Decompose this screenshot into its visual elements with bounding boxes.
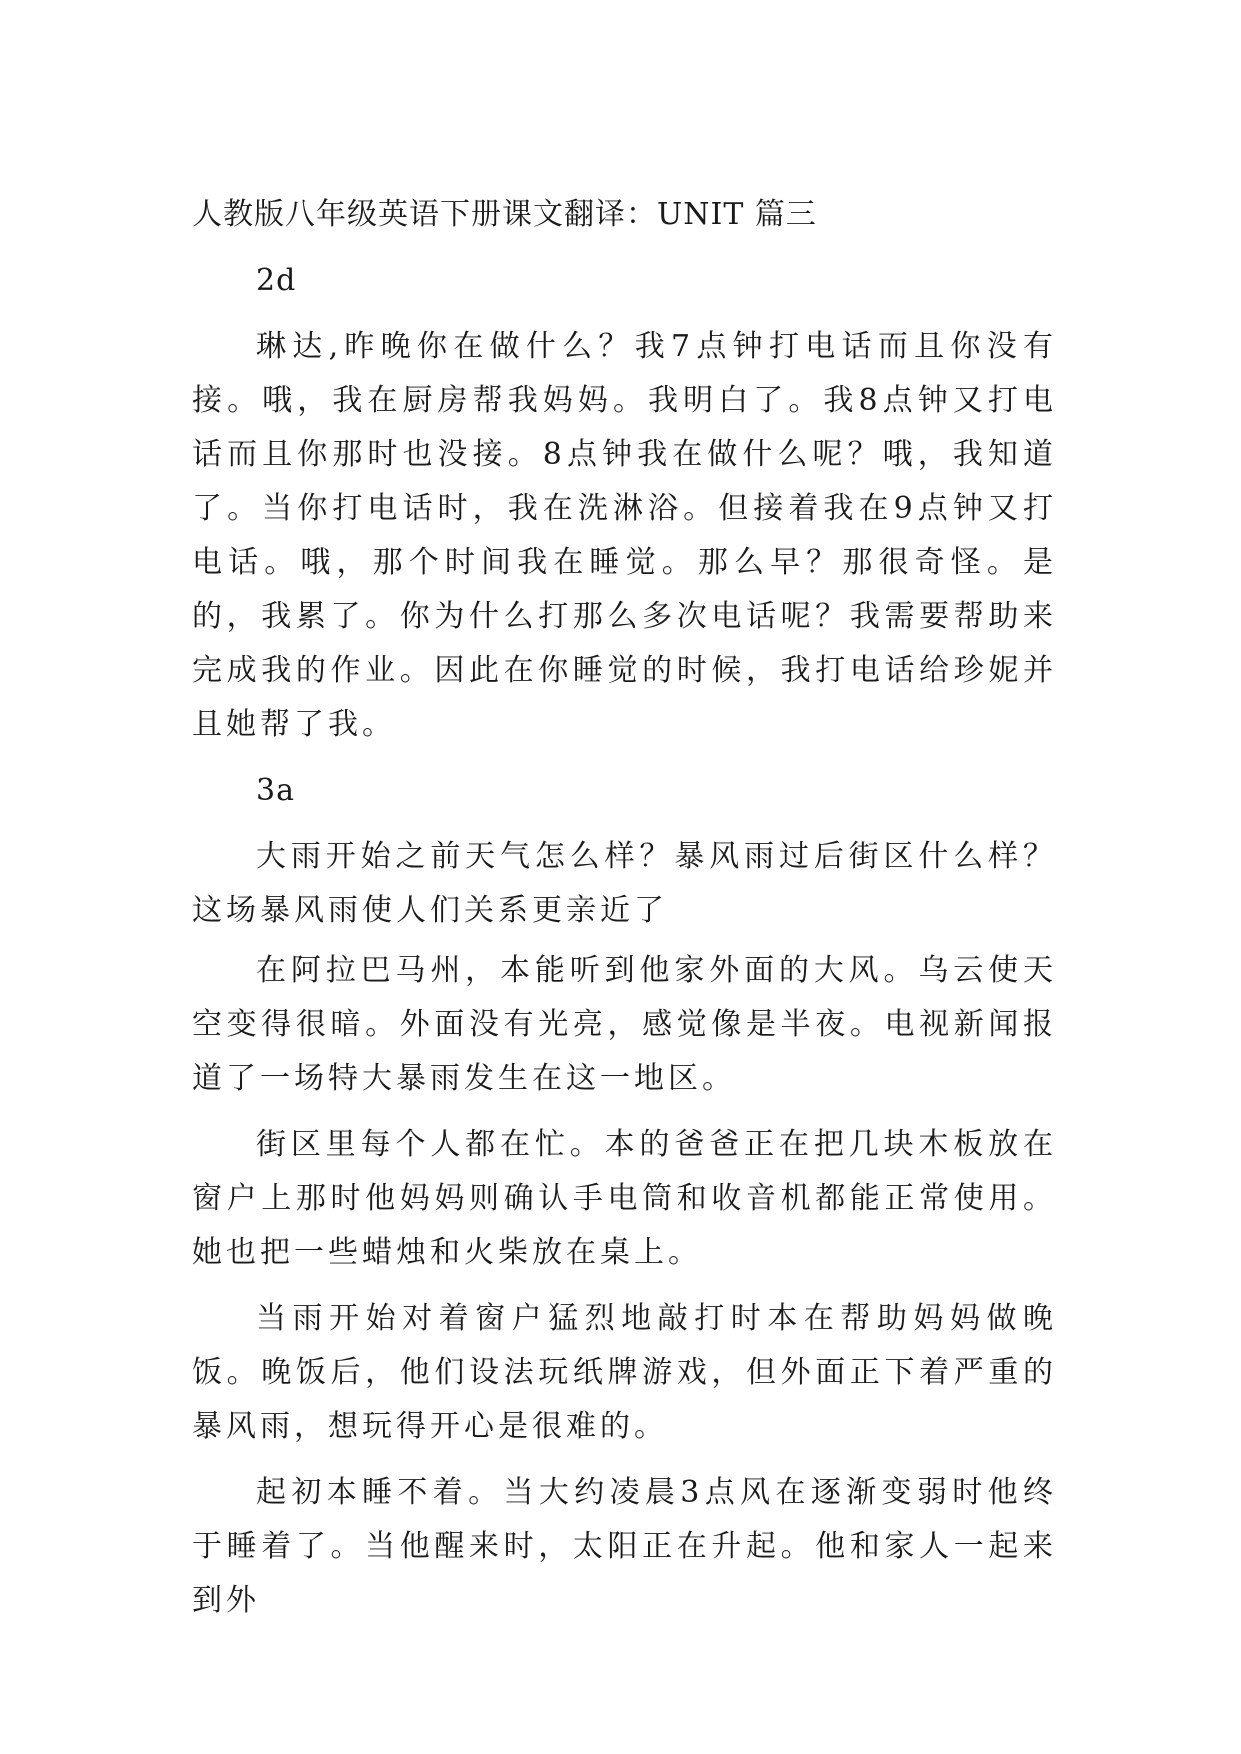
paragraph: 街区里每个人都在忙。本的爸爸正在把几块木板放在窗户上那时他妈妈则确认手电筒和收音机都能正常使用。她也把一些蜡烛和火柴放在桌上。 — [192, 1127, 1057, 1270]
paragraph: 当雨开始对着窗户猛烈地敲打时本在帮助妈妈做晚饭。晚饭后，他们设法玩纸牌游戏，但外面正下着严重的暴风雨，想玩得开心是很难的。 — [192, 1301, 1057, 1444]
document-page — [192, 188, 1057, 1640]
document-title: 人教版八年级英语下册课文翻译：UNIT 篇三 — [192, 197, 817, 232]
paragraph: 大雨开始之前天气怎么样？暴风雨过后街区什么样？这场暴风雨使人们关系更亲近了 — [192, 839, 1057, 928]
paragraph: 琳达,昨晚你在做什么？我7点钟打电话而且你没有接。哦，我在厨房帮我妈妈。我明白了。我8点钟又打电话而且你那时也没接。8点钟我在做什么呢？哦，我知道了。当你打电话时，我在洗淋浴。但接着我在9点钟又打电话。哦，那个时间我在睡觉。那么早？那很奇怪。是的，我累了。你为什么打那么多次电话呢？我需要帮助来完成我的作业。因此在你睡觉的时候，我打电话给珍妮并且她帮了我。 — [192, 329, 1057, 742]
paragraph: 起初本睡不着。当大约凌晨3点风在逐渐变弱时他终于睡着了。当他醒来时，太阳正在升起。他和家人一起来到外 — [192, 1475, 1057, 1618]
section-label-2d: 2d — [256, 263, 297, 298]
paragraph: 在阿拉巴马州，本能听到他家外面的大风。乌云使天空变得很暗。外面没有光亮，感觉像是半夜。电视新闻报道了一场特大暴雨发生在这一地区。 — [192, 953, 1057, 1096]
section-label-3a: 3a — [256, 773, 295, 808]
